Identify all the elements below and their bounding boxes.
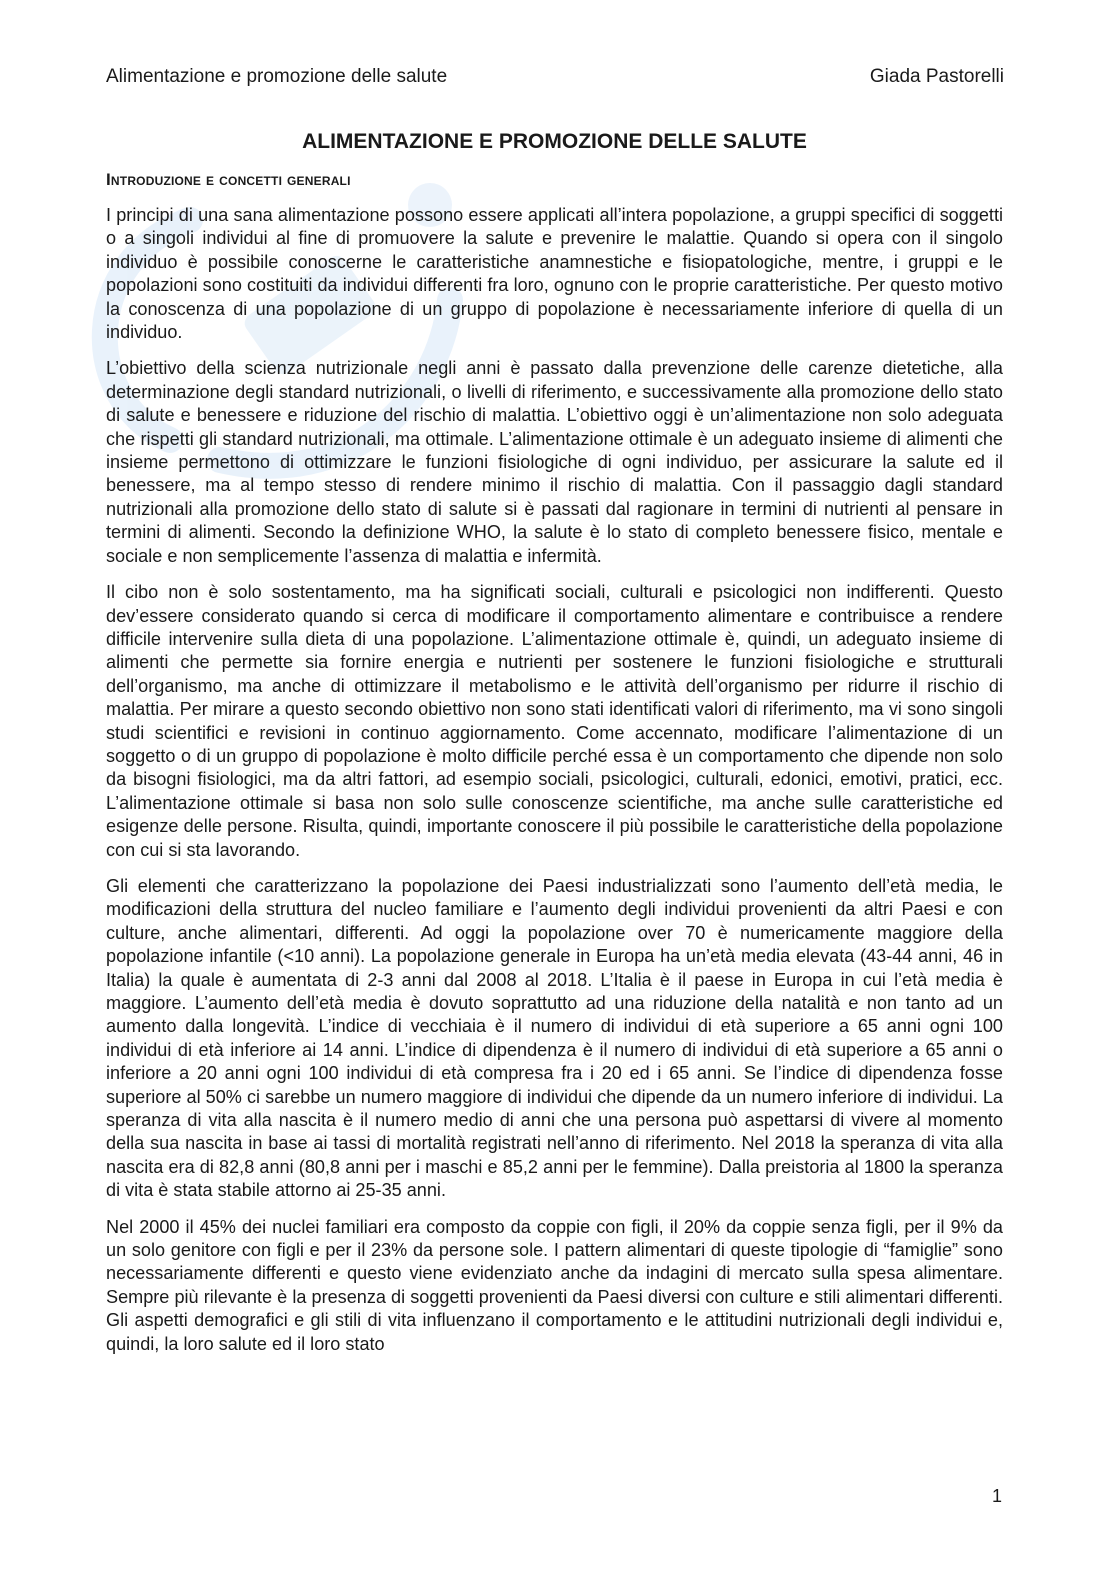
section-heading: Introduzione e concetti generali: [106, 170, 351, 189]
paragraph: L’obiettivo della scienza nutrizionale negli anni è passato dalla prevenzione delle carenze dietetiche, alla determinazione degli standard nutrizionali, o livelli di riferimento, e successivamente alla promozione dello stato di salute e benessere e riduzione del rischio di malattia. L’obiettivo oggi è un’alimentazione non solo adeguata che rispetti gli standard nutrizionali, ma ottimale. L’alimentazione ottimale è un adeguato insieme di alimenti che insieme permettono di ottimizzare le funzioni fisiologiche di ogni individuo, per assicurare la salute ed il benessere, ma al tempo stesso di rendere minimo il rischio di malattia. Con il passaggio dagli standard nutrizionali alla promozione dello stato di salute si è passati dal ragionare in termini di nutrienti al pensare in termini di alimenti. Secondo la definizione WHO, la salute è lo stato di completo benessere fisico, mentale e sociale e non semplicemente l’assenza di malattia e infermità.: [106, 358, 1003, 566]
document-title: ALIMENTAZIONE E PROMOZIONE DELLE SALUTE: [302, 130, 807, 153]
page-header: [106, 66, 1004, 88]
paragraph: Il cibo non è solo sostentamento, ma ha significati sociali, culturali e psicologici non indifferenti. Questo dev’essere considerato quando si cerca di modificare il comportamento alimentare e contribuisce a rendere difficile intervenire sulla dieta di una popolazione. L’alimentazione ottimale è, quindi, un adeguato insieme di alimenti che permette sia fornire energia e nutrienti per sostenere le funzioni fisiologiche e strutturali dell’organismo, ma anche di ottimizzare il metabolismo e le attività dell’organismo per ridurre il rischio di malattia. Per mirare a questo secondo obiettivo non sono stati identificati valori di riferimento, ma vi sono singoli studi scientifici e revisioni in continuo aggiornamento. Come accennato, modificare l’alimentazione di un soggetto o di un gruppo di popolazione è molto difficile perché essa è un comportamento che dipende non solo da bisogni fisiologici, ma da altri fattori, ad esempio sociali, psicologici, culturali, edonici, emotivi, pratici, ecc. L’alimentazione ottimale si basa non solo sulle conoscenze scientifiche, ma anche sulle caratteristiche ed esigenze delle persone. Risulta, quindi, importante conoscere il più possibile le caratteristiche della popolazione con cui si sta lavorando.: [106, 582, 1003, 860]
header-author: Giada Pastorelli: [869, 66, 1004, 87]
paragraph: Nel 2000 il 45% dei nuclei familiari era composto da coppie con figli, il 20% da coppie senza figli, per il 9% da un solo genitore con figli e per il 23% da persone sole. I pattern alimentari di queste tipologie di “famiglie” sono necessariamente differenti e questo viene evidenziato anche da indagini di mercato sulla spesa alimentare. Sempre più rilevante è la presenza di soggetti provenienti da Paesi diversi con culture e stili alimentari differenti. Gli aspetti demografici e gli stili di vita influenzano il comportamento e le attitudini nutrizionali degli individui e, quindi, la loro salute ed il loro stato: [106, 1216, 1003, 1354]
page-number: 1: [991, 1486, 1002, 1506]
document-body: [106, 130, 1003, 1369]
header-document-title: Alimentazione e promozione delle salute: [106, 66, 448, 87]
paragraph: I principi di una sana alimentazione possono essere applicati all’intera popolazione, a gruppi specifici di soggetti o a singoli individui al fine di promuovere la salute e prevenire le malattie. Quando si opera con il singolo individuo è possibile conoscerne le caratteristiche anamnestiche e fisiopatologiche, mentre, i gruppi e le popolazioni sono costituiti da individui differenti fra loro, ognuno con le proprie caratteristiche. Per questo motivo la conoscenza di una popolazione di un gruppo di popolazione è necessariamente inferiore di quella di un individuo.: [106, 205, 1003, 343]
paragraph: Gli elementi che caratterizzano la popolazione dei Paesi industrializzati sono l’aumento dell’età media, le modificazioni della struttura del nucleo familiare e l’aumento degli individui provenienti da altri Paesi e con culture, anche alimentari, differenti. Ad oggi la popolazione over 70 è numericamente maggiore della popolazione infantile (<10 anni). La popolazione generale in Europa ha un’età media elevata (43-44 anni, 46 in Italia) la quale è aumentata di 2-3 anni dal 2008 al 2018. L’Italia è il paese in Europa in cui l’età media è maggiore. L’aumento dell’età media è dovuto soprattutto ad una riduzione della natalità e non tanto ad un aumento dalla longevità. L’indice di vecchiaia è il numero di individui di età superiore a 65 anni ogni 100 individui di età inferiore ai 14 anni. L’indice di dipendenza è il numero di individui di età superiore a 65 anni o inferiore a 20 anni ogni 100 individui di età compresa fra i 20 ed i 65 anni. Se l’indice di dipendenza fosse superiore al 50% ci sarebbe un numero maggiore di individui che dipende da un numero inferiore di individui. La speranza di vita alla nascita è il numero medio di anni che una persona può aspettarsi di vivere al momento della sua nascita in base ai tassi di mortalità registrati nell’anno di riferimento. Nel 2018 la speranza di vita alla nascita era di 82,8 anni (80,8 anni per i maschi e 85,2 anni per le femmine). Dalla preistoria al 1800 la speranza di vita è stata stabile attorno ai 25-35 anni.: [106, 875, 1003, 1201]
